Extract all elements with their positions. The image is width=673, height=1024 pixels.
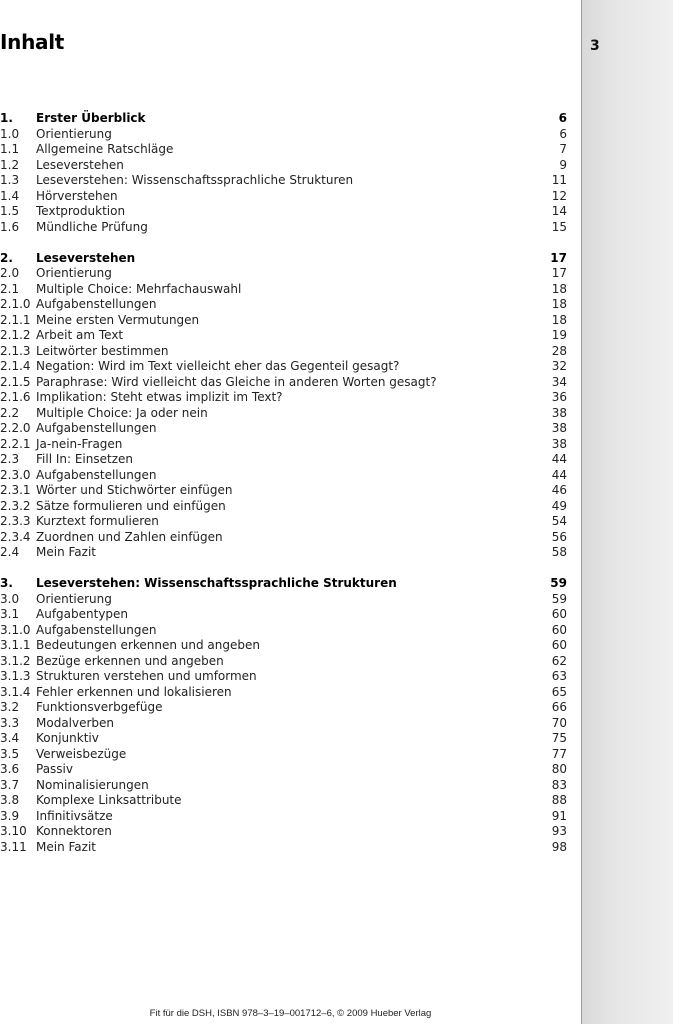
toc-title: Mein Fazit	[36, 839, 96, 854]
toc-page-number: 19	[551, 328, 567, 342]
toc-number: 1.	[0, 111, 13, 125]
toc-title: Wörter und Stichwörter einfügen	[36, 483, 233, 497]
toc-title: Infinitivsätze	[36, 808, 113, 823]
toc-page-number: 18	[551, 312, 567, 327]
toc-page-number: 28	[551, 343, 567, 358]
toc-page-number: 17	[550, 250, 567, 265]
section-spacer	[0, 561, 567, 577]
toc-title: Textproduktion	[36, 204, 126, 218]
toc-title: Aufgabenstellungen	[36, 297, 157, 311]
toc-number: 2.3.0	[0, 467, 31, 482]
toc-entry[interactable]	[0, 700, 567, 716]
toc-number: 3.5	[0, 746, 20, 761]
toc-page-number: 44	[551, 467, 567, 482]
toc-title: Orientierung	[36, 126, 112, 141]
toc-entry[interactable]	[0, 204, 567, 220]
toc-page-number: 44	[551, 452, 567, 466]
toc-entry[interactable]	[0, 220, 567, 236]
section-spacer	[0, 235, 567, 251]
toc-entry[interactable]	[0, 638, 567, 654]
toc-entry[interactable]	[0, 514, 567, 530]
toc-number: 3.1.0	[0, 622, 31, 637]
toc-entry[interactable]	[0, 607, 567, 623]
toc-title: Implikation: Steht etwas implizit im Text?	[36, 390, 283, 404]
toc-title: Modalverben	[36, 715, 115, 730]
page-sidebar	[581, 0, 673, 1024]
toc-number: 2.4	[0, 545, 20, 559]
toc-chapter-heading[interactable]	[0, 251, 567, 267]
toc-entry[interactable]	[0, 731, 567, 747]
toc-title: Orientierung	[36, 591, 112, 606]
toc-chapter-heading[interactable]	[0, 111, 567, 127]
toc-entry[interactable]	[0, 328, 567, 344]
toc-page-number: 65	[551, 684, 567, 699]
toc-page-number: 56	[551, 529, 567, 544]
toc-chapter-heading[interactable]	[0, 576, 567, 592]
toc-page-number: 46	[551, 483, 567, 497]
toc-entry[interactable]	[0, 809, 567, 825]
toc-number: 2.3.4	[0, 529, 31, 544]
toc-title: Allgemeine Ratschläge	[36, 142, 174, 156]
toc-title: Fill In: Einsetzen	[36, 452, 133, 466]
toc-title: Konnektoren	[36, 824, 112, 838]
toc-number: 2.3	[0, 452, 20, 466]
toc-number: 3.1.1	[0, 638, 31, 652]
toc-title: Orientierung	[36, 266, 112, 280]
toc-number: 3.3	[0, 715, 20, 730]
toc-entry[interactable]	[0, 824, 567, 840]
toc-page-number: 17	[551, 266, 567, 280]
toc-title: Erster Überblick	[36, 111, 146, 125]
table-of-contents	[0, 111, 567, 855]
toc-page-number: 77	[551, 746, 567, 761]
toc-entry[interactable]	[0, 344, 567, 360]
toc-number: 2.1.4	[0, 359, 31, 373]
toc-number: 2.1.2	[0, 328, 31, 342]
toc-page-number: 38	[551, 421, 567, 435]
toc-title: Leseverstehen	[36, 250, 136, 265]
toc-number: 3.1.2	[0, 653, 31, 668]
toc-page-number: 98	[551, 839, 567, 854]
toc-title: Arbeit am Text	[36, 328, 124, 342]
toc-entry[interactable]	[0, 421, 567, 437]
toc-entry[interactable]	[0, 499, 567, 515]
toc-title: Leseverstehen: Wissenschaftssprachliche Strukturen	[36, 576, 397, 590]
toc-title: Komplexe Linksattribute	[36, 793, 182, 807]
toc-number: 3.6	[0, 762, 20, 776]
toc-title: Leseverstehen: Wissenschaftssprachliche Strukturen	[36, 173, 354, 187]
page-title: Inhalt	[0, 30, 65, 54]
toc-number: 2.3.3	[0, 514, 31, 528]
toc-number: 2.1	[0, 281, 20, 296]
toc-page-number: 6	[559, 126, 567, 141]
toc-entry[interactable]	[0, 530, 567, 546]
toc-page-number: 54	[551, 514, 567, 528]
toc-title: Aufgabenstellungen	[36, 421, 157, 435]
toc-number: 3.1	[0, 607, 20, 621]
toc-page-number: 58	[551, 545, 567, 559]
toc-number: 2.1.5	[0, 374, 31, 389]
toc-number: 3.9	[0, 808, 20, 823]
toc-number: 3.1.3	[0, 669, 31, 683]
toc-entry[interactable]	[0, 592, 567, 608]
toc-number: 1.0	[0, 126, 20, 141]
toc-number: 3.7	[0, 777, 20, 792]
toc-page-number: 91	[551, 808, 567, 823]
toc-number: 3.2	[0, 700, 20, 714]
toc-title: Bedeutungen erkennen und angeben	[36, 638, 260, 652]
toc-entry[interactable]	[0, 297, 567, 313]
toc-number: 1.6	[0, 219, 20, 234]
toc-number: 2.2.1	[0, 436, 31, 451]
toc-entry[interactable]	[0, 375, 567, 391]
toc-page-number: 75	[551, 731, 567, 745]
toc-entry[interactable]	[0, 437, 567, 453]
toc-number: 2.2	[0, 405, 20, 420]
toc-entry[interactable]	[0, 483, 567, 499]
toc-title: Fehler erkennen und lokalisieren	[36, 684, 232, 699]
toc-number: 1.3	[0, 173, 20, 187]
toc-number: 2.2.0	[0, 421, 31, 435]
toc-page-number: 70	[551, 715, 567, 730]
toc-title: Leseverstehen	[36, 157, 124, 172]
toc-page-number: 11	[551, 173, 567, 187]
toc-entry[interactable]	[0, 142, 567, 158]
toc-title: Konjunktiv	[36, 731, 99, 745]
toc-page-number: 15	[551, 219, 567, 234]
toc-number: 1.2	[0, 157, 20, 172]
toc-number: 2.3.2	[0, 498, 31, 513]
toc-entry[interactable]	[0, 189, 567, 205]
toc-title: Aufgabenstellungen	[36, 622, 157, 637]
toc-page-number: 34	[551, 374, 567, 389]
toc-entry[interactable]	[0, 545, 567, 561]
toc-page-number: 62	[551, 653, 567, 668]
toc-title: Aufgabenstellungen	[36, 467, 157, 482]
toc-number: 2.1.3	[0, 343, 31, 358]
toc-page-number: 59	[550, 576, 567, 590]
toc-entry[interactable]	[0, 266, 567, 282]
toc-page-number: 83	[551, 777, 567, 792]
toc-title: Verweisbezüge	[36, 746, 127, 761]
toc-entry[interactable]	[0, 747, 567, 763]
page-number: 3	[590, 38, 600, 54]
toc-number: 2.3.1	[0, 483, 31, 497]
toc-page-number: 60	[551, 607, 567, 621]
toc-title: Sätze formulieren und einfügen	[36, 498, 226, 513]
toc-entry[interactable]	[0, 468, 567, 484]
toc-number: 2.1.0	[0, 297, 31, 311]
toc-page-number: 9	[559, 157, 567, 172]
toc-title: Kurztext formulieren	[36, 514, 159, 528]
toc-entry[interactable]	[0, 390, 567, 406]
toc-entry[interactable]	[0, 313, 567, 329]
toc-title: Ja-nein-Fragen	[36, 436, 123, 451]
toc-number: 2.1.6	[0, 390, 31, 404]
toc-page-number: 88	[551, 793, 567, 807]
toc-title: Paraphrase: Wird vielleicht das Gleiche in anderen Worten gesagt?	[36, 374, 437, 389]
toc-page-number: 38	[551, 405, 567, 420]
toc-page-number: 93	[551, 824, 567, 838]
toc-page-number: 59	[551, 591, 567, 606]
toc-entry[interactable]	[0, 762, 567, 778]
toc-number: 1.5	[0, 204, 20, 218]
toc-number: 3.10	[0, 824, 27, 838]
toc-number: 2.1.1	[0, 312, 31, 327]
toc-title: Funktionsverbgefüge	[36, 700, 163, 714]
toc-title: Hörverstehen	[36, 188, 118, 203]
toc-entry[interactable]	[0, 158, 567, 174]
toc-number: 2.0	[0, 266, 20, 280]
toc-page-number: 18	[551, 297, 567, 311]
toc-title: Passiv	[36, 762, 73, 776]
toc-title: Zuordnen und Zahlen einfügen	[36, 529, 223, 544]
toc-number: 3.4	[0, 731, 20, 745]
toc-entry[interactable]	[0, 359, 567, 375]
toc-entry[interactable]	[0, 623, 567, 639]
toc-title: Aufgabentypen	[36, 607, 129, 621]
toc-title: Mein Fazit	[36, 545, 96, 559]
toc-page-number: 60	[551, 638, 567, 652]
toc-entry[interactable]	[0, 452, 567, 468]
toc-entry[interactable]	[0, 840, 567, 856]
toc-number: 3.8	[0, 793, 20, 807]
toc-page-number: 12	[551, 188, 567, 203]
toc-number: 3.0	[0, 591, 20, 606]
toc-page-number: 32	[551, 359, 567, 373]
toc-title: Meine ersten Vermutungen	[36, 312, 200, 327]
toc-page-number: 6	[558, 111, 567, 125]
toc-number: 3.11	[0, 839, 27, 854]
toc-entry[interactable]	[0, 127, 567, 143]
toc-page-number: 18	[551, 281, 567, 296]
toc-entry[interactable]	[0, 716, 567, 732]
toc-number: 3.1.4	[0, 684, 31, 699]
toc-title: Bezüge erkennen und angeben	[36, 653, 224, 668]
footer-text: Fit für die DSH, ISBN 978–3–19–001712–6, © 2009 Hueber Verlag	[149, 1008, 432, 1019]
toc-entry[interactable]	[0, 173, 567, 189]
toc-number: 1.4	[0, 188, 20, 203]
toc-page-number: 63	[551, 669, 567, 683]
toc-title: Leitwörter bestimmen	[36, 343, 169, 358]
toc-entry[interactable]	[0, 654, 567, 670]
toc-entry[interactable]	[0, 282, 567, 298]
toc-entry[interactable]	[0, 406, 567, 422]
toc-page-number: 49	[551, 498, 567, 513]
toc-number: 1.1	[0, 142, 20, 156]
toc-entry[interactable]	[0, 669, 567, 685]
toc-page-number: 7	[559, 142, 567, 156]
toc-entry[interactable]	[0, 685, 567, 701]
toc-number: 2.	[0, 250, 13, 265]
toc-page-number: 38	[551, 436, 567, 451]
toc-page-number: 14	[551, 204, 567, 218]
toc-title: Multiple Choice: Ja oder nein	[36, 405, 208, 420]
toc-entry[interactable]	[0, 793, 567, 809]
toc-title: Nominalisierungen	[36, 777, 149, 792]
toc-title: Strukturen verstehen und umformen	[36, 669, 257, 683]
toc-page-number: 60	[551, 622, 567, 637]
toc-title: Mündliche Prüfung	[36, 219, 148, 234]
toc-title: Negation: Wird im Text vielleicht eher das Gegenteil gesagt?	[36, 359, 400, 373]
toc-page-number: 66	[551, 700, 567, 714]
toc-page-number: 36	[551, 390, 567, 404]
toc-page-number: 80	[551, 762, 567, 776]
toc-title: Multiple Choice: Mehrfachauswahl	[36, 281, 242, 296]
toc-number: 3.	[0, 576, 13, 590]
toc-entry[interactable]	[0, 778, 567, 794]
